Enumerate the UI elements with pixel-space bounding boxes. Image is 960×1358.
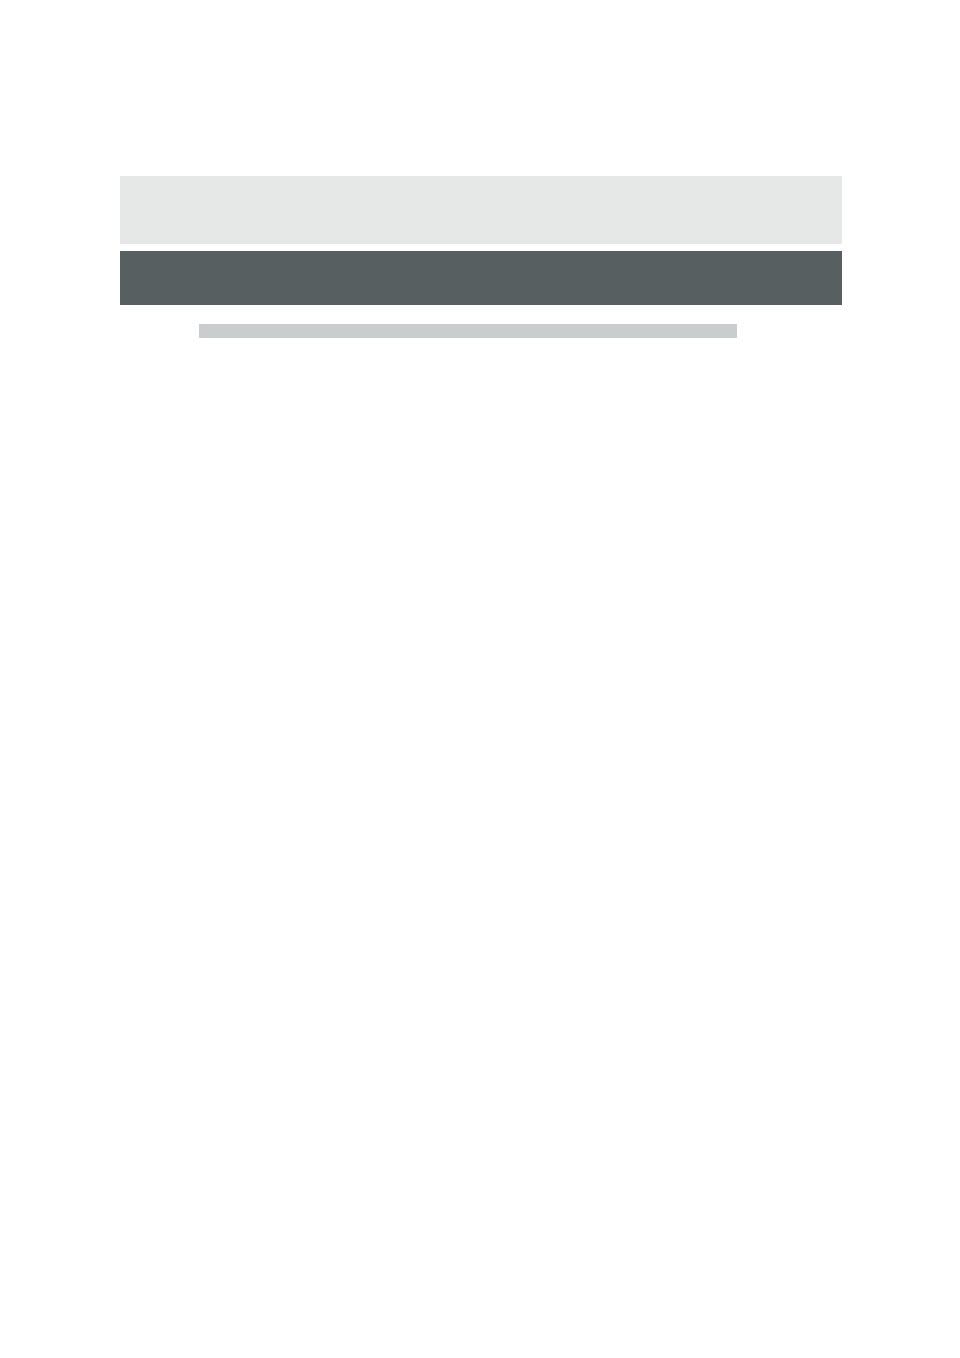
exterior-lights-band-wrap	[223, 324, 724, 338]
figure-index-list	[236, 320, 724, 350]
exterior-lights-band	[199, 324, 737, 338]
header-band-light	[120, 176, 842, 244]
header-band-dark	[120, 251, 842, 305]
